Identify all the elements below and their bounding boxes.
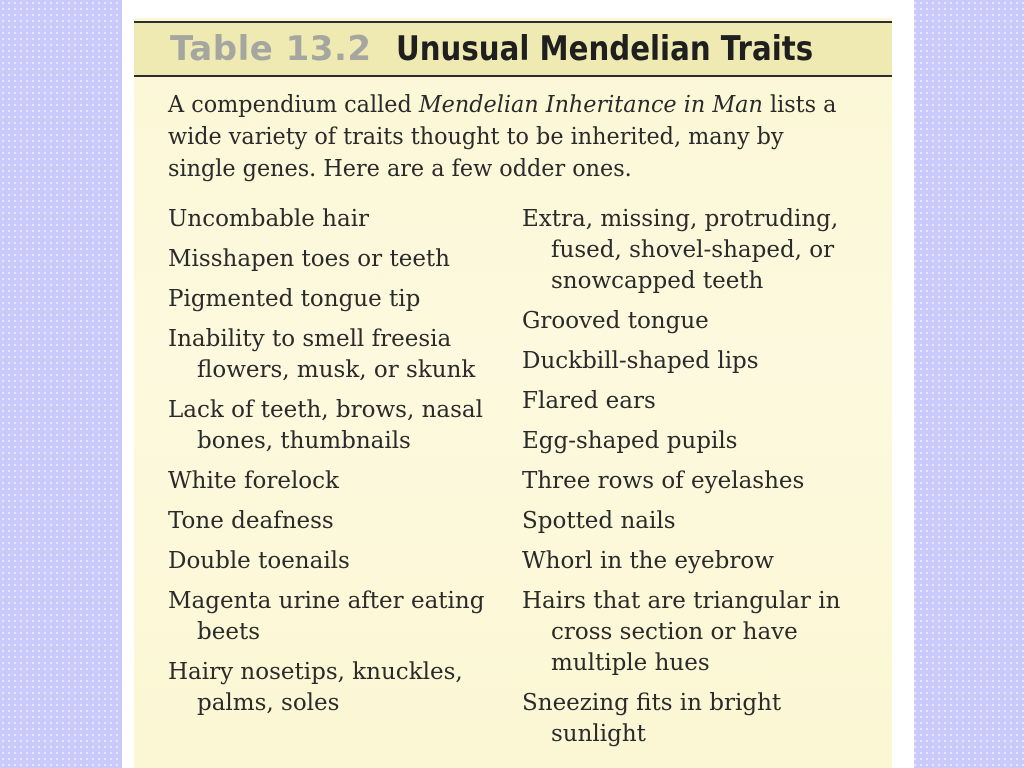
trait-line: cross section or have [551, 619, 798, 645]
trait-item [168, 466, 498, 497]
trait-item [168, 284, 498, 315]
trait-line: Double toenails [168, 548, 350, 574]
traits-left-column [168, 204, 498, 728]
table-number: Table 13.2 [170, 29, 372, 69]
trait-line: bones, thumbnails [197, 428, 411, 454]
trait-item [168, 324, 498, 386]
trait-line: Pigmented tongue tip [168, 286, 421, 312]
trait-item [168, 244, 498, 275]
trait-line: Hairy nosetips, knuckles, [168, 659, 463, 685]
trait-line: multiple hues [551, 650, 710, 676]
trait-line: White forelock [168, 468, 339, 494]
trait-line: palms, soles [197, 690, 340, 716]
trait-item [522, 204, 872, 297]
traits-right-column [522, 204, 872, 759]
trait-item [522, 346, 872, 377]
trait-line: Tone deafness [168, 508, 334, 534]
trait-item [522, 426, 872, 457]
trait-line: Uncombable hair [168, 206, 370, 232]
trait-item [522, 586, 872, 679]
trait-item [168, 204, 498, 235]
trait-line: Hairs that are triangular in [522, 588, 841, 614]
trait-item [522, 306, 872, 337]
trait-item [168, 395, 498, 457]
trait-line: beets [197, 619, 260, 645]
trait-item [522, 506, 872, 537]
trait-line: Spotted nails [522, 508, 676, 534]
trait-line: Duckbill-shaped lips [522, 348, 759, 374]
trait-item [168, 546, 498, 577]
trait-line: Magenta urine after eating [168, 588, 485, 614]
trait-item [522, 688, 872, 750]
trait-item [522, 466, 872, 497]
trait-line: Flared ears [522, 388, 656, 414]
trait-line: Three rows of eyelashes [522, 468, 805, 494]
trait-item [168, 657, 498, 719]
trait-item [522, 386, 872, 417]
trait-line: Sneezing fits in bright [522, 690, 782, 716]
trait-line: Whorl in the eyebrow [522, 548, 774, 574]
trait-line: flowers, musk, or skunk [197, 357, 476, 383]
intro-text-end: lists a wide variety of traits thought to be inherited, many by single genes. Here are a few odder ones. [168, 92, 837, 182]
trait-line: Egg-shaped pupils [522, 428, 738, 454]
trait-line: Lack of teeth, brows, nasal [168, 397, 484, 423]
intro-book-title: Mendelian Inheritance in Man [418, 92, 763, 118]
slide-page [122, 0, 914, 768]
trait-item [168, 506, 498, 537]
trait-line: fused, shovel-shaped, or [551, 237, 835, 263]
table-title: Unusual Mendelian Traits [396, 29, 814, 69]
intro-text-start: A compendium called [168, 92, 419, 118]
table-card [134, 18, 892, 768]
trait-line: Misshapen toes or teeth [168, 246, 450, 272]
trait-line: snowcapped teeth [551, 268, 764, 294]
trait-line: sunlight [551, 721, 646, 747]
table-intro [168, 89, 847, 185]
trait-item [522, 546, 872, 577]
table-header [134, 21, 892, 77]
trait-line: Extra, missing, protruding, [522, 206, 839, 232]
trait-item [168, 586, 498, 648]
trait-line: Inability to smell freesia [168, 326, 452, 352]
trait-line: Grooved tongue [522, 308, 709, 334]
